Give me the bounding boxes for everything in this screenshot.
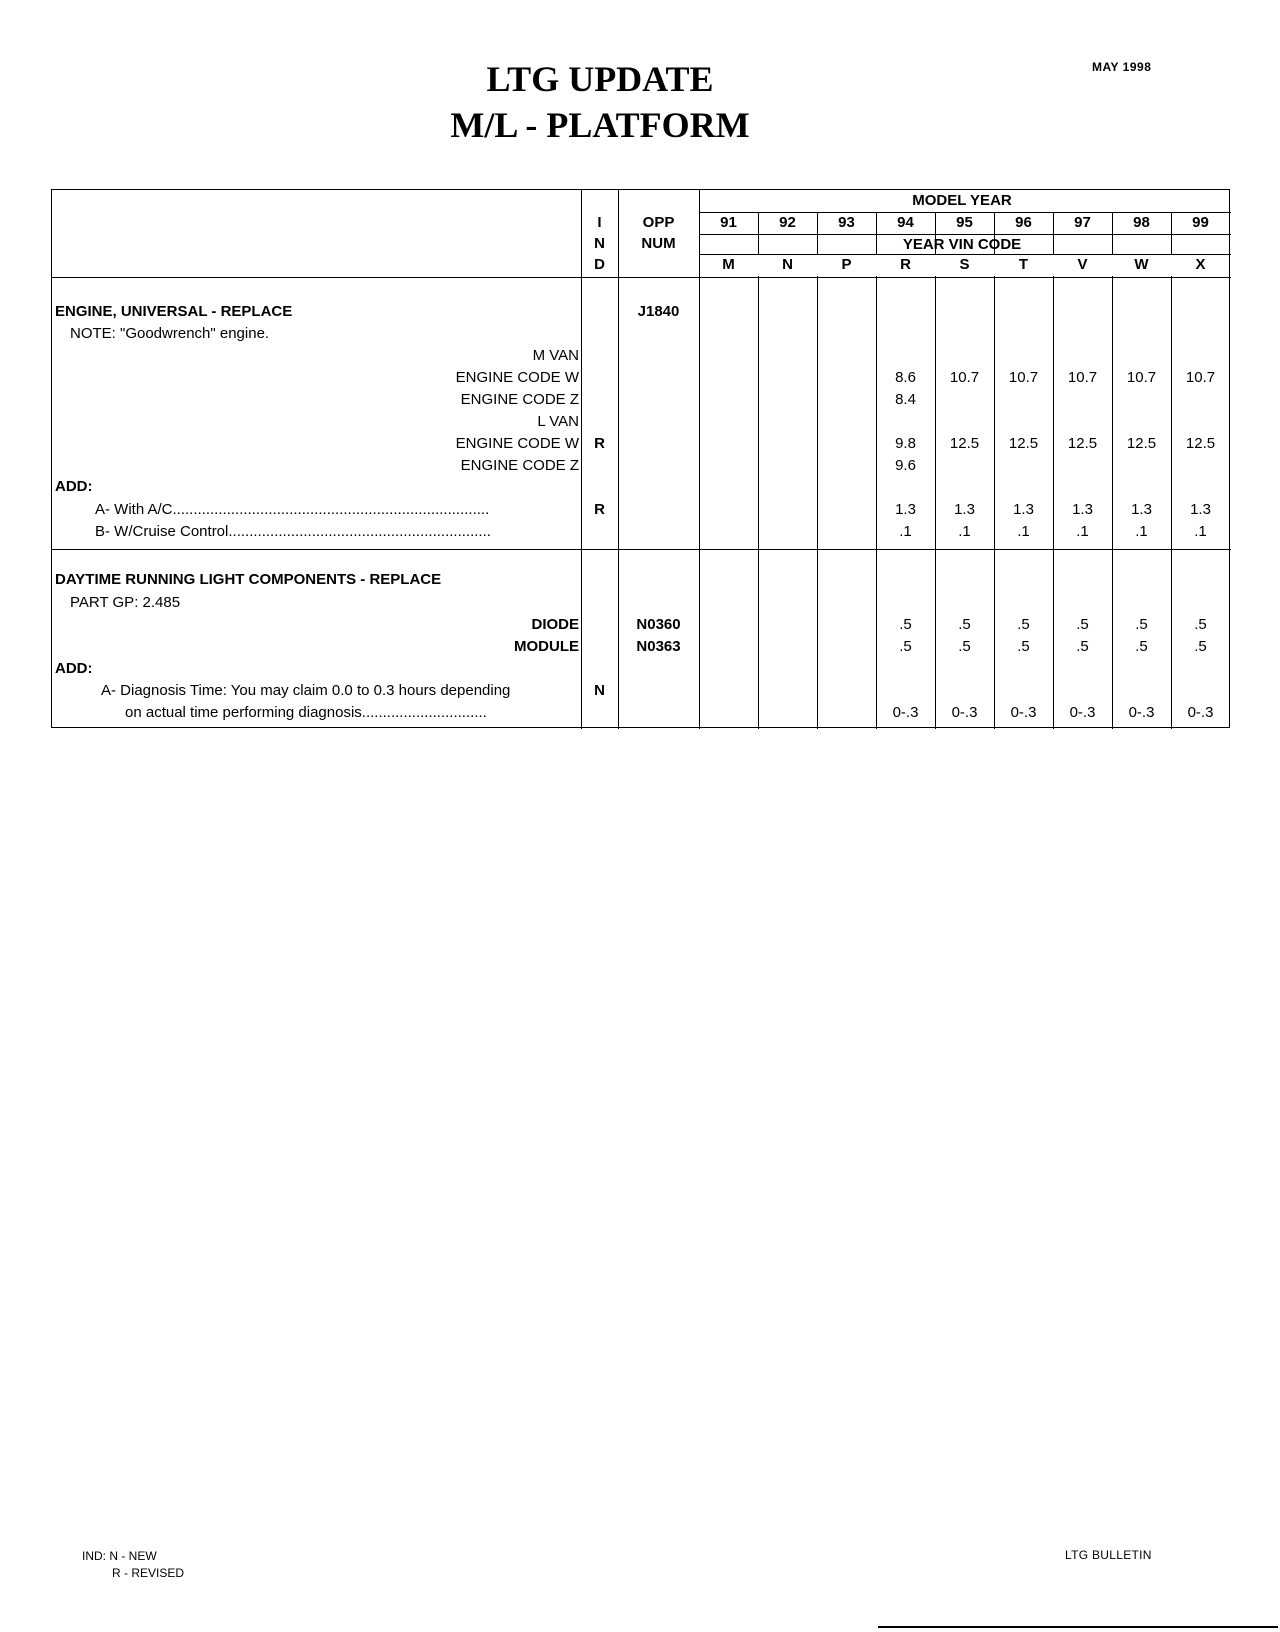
header-bottom-rule [52, 277, 1231, 278]
labor-time-cell: 12.5 [1008, 435, 1039, 452]
labor-time-cell: .5 [958, 638, 971, 655]
year-header-cell: 94 [897, 214, 914, 231]
diagnosis-note-line1: A- Diagnosis Time: You may claim 0.0 to 0.3 hours depending [101, 682, 511, 699]
labor-time-cell: 8.4 [895, 391, 916, 408]
vin-code-header-cell: W [1134, 256, 1149, 273]
opp-header-text: OPP [642, 214, 675, 231]
vin-code-header-cell: X [1195, 256, 1206, 273]
vin-code-header-cell: T [1018, 256, 1029, 273]
labor-time-cell: .5 [1135, 616, 1148, 633]
ind-marker: R [594, 501, 605, 518]
labor-time-cell: 10.7 [1008, 369, 1039, 386]
opp-number: J1840 [637, 303, 680, 320]
labor-time-cell: 12.5 [1067, 435, 1098, 452]
ind-column-divider [581, 190, 582, 729]
labor-time-cell: 0-.3 [1187, 704, 1214, 721]
ind-legend-new: IND: N - NEW [82, 1549, 157, 1563]
labor-time-cell: .5 [1017, 616, 1030, 633]
component-label: MODULE [514, 638, 579, 655]
engine-row-label: M VAN [532, 347, 579, 364]
labor-time-cell: 9.8 [895, 435, 916, 452]
labor-time-cell: .5 [1017, 638, 1030, 655]
vin-code-header-cell: V [1077, 256, 1088, 273]
vin-code-rule [699, 254, 1231, 255]
ind-marker: N [594, 682, 605, 699]
labor-time-cell: 1.3 [1072, 501, 1093, 518]
labor-time-cell: .1 [958, 523, 971, 540]
labor-time-cell: 12.5 [949, 435, 980, 452]
labor-time-cell: .1 [1135, 523, 1148, 540]
labor-time-cell: 12.5 [1126, 435, 1157, 452]
labor-time-cell: 8.6 [895, 369, 916, 386]
year-header-cell: 97 [1074, 214, 1091, 231]
ind-legend [82, 1548, 184, 1582]
section-note: NOTE: "Goodwrench" engine. [70, 325, 270, 342]
labor-time-cell: .5 [1194, 616, 1207, 633]
labor-time-cell: .5 [958, 616, 971, 633]
labor-time-cell: 10.7 [1126, 369, 1157, 386]
year-vin-rule [699, 234, 1231, 235]
bottom-rule [878, 1626, 1278, 1628]
year-col-divider-body [817, 276, 818, 729]
year-col-divider-header [1112, 212, 1113, 254]
section-title-engine: ENGINE, UNIVERSAL - REPLACE [55, 303, 293, 320]
labor-time-cell: 0-.3 [1010, 704, 1037, 721]
component-label: DIODE [531, 616, 579, 633]
vin-code-header-cell: P [841, 256, 852, 273]
year-vin-code-header: YEAR VIN CODE [902, 236, 1022, 253]
year-col-divider-header [1171, 212, 1172, 254]
year-header-cell: 91 [720, 214, 737, 231]
labor-time-cell: 0-.3 [1128, 704, 1155, 721]
labor-time-cell: 1.3 [1190, 501, 1211, 518]
labor-time-cell: 0-.3 [951, 704, 978, 721]
labor-time-cell: .5 [899, 638, 912, 655]
year-header-cell: 98 [1133, 214, 1150, 231]
opp-number: N0360 [636, 616, 681, 633]
labor-time-cell: 1.3 [895, 501, 916, 518]
labor-time-cell: .1 [1194, 523, 1207, 540]
section-title-drl: DAYTIME RUNNING LIGHT COMPONENTS - REPLACE [55, 571, 442, 588]
engine-row-label: ENGINE CODE W [455, 369, 579, 386]
years-column-divider [699, 190, 700, 729]
ind-header-letter: D [594, 256, 605, 273]
labor-time-cell: 10.7 [949, 369, 980, 386]
labor-time-cell: .1 [1017, 523, 1030, 540]
model-year-rule [699, 212, 1231, 213]
year-col-divider-header [758, 212, 759, 254]
page-title-line2: M/L - PLATFORM [450, 105, 750, 145]
labor-time-cell: 0-.3 [892, 704, 919, 721]
labor-time-table [51, 189, 1230, 728]
section-divider-rule [52, 549, 1231, 550]
year-header-cell: 93 [838, 214, 855, 231]
add-item-label: A- With A/C............................................................................ [95, 501, 490, 518]
labor-time-cell: .5 [899, 616, 912, 633]
opp-header-text: NUM [641, 235, 676, 252]
labor-time-cell: 1.3 [954, 501, 975, 518]
ind-marker: R [594, 435, 605, 452]
add-label: ADD: [55, 478, 93, 495]
engine-row-label: ENGINE CODE Z [460, 457, 579, 474]
labor-time-cell: .1 [1076, 523, 1089, 540]
opp-column-divider [618, 190, 619, 729]
labor-time-cell: .5 [1135, 638, 1148, 655]
ind-header-letter: N [594, 235, 605, 252]
labor-time-cell: 12.5 [1185, 435, 1216, 452]
labor-time-cell: 1.3 [1013, 501, 1034, 518]
ind-header-letter: I [597, 214, 602, 231]
vin-code-header-cell: M [722, 256, 735, 273]
vin-code-header-cell: S [959, 256, 970, 273]
opp-number: N0363 [636, 638, 681, 655]
labor-time-cell: .5 [1076, 616, 1089, 633]
add-item-label: B- W/Cruise Control............................................................... [95, 523, 491, 540]
diagnosis-note-line2: on actual time performing diagnosis.............................. [125, 704, 487, 721]
year-header-cell: 92 [779, 214, 796, 231]
vin-code-header-cell: N [782, 256, 793, 273]
labor-time-cell: 10.7 [1067, 369, 1098, 386]
year-col-divider-body [758, 276, 759, 729]
labor-time-cell: .5 [1076, 638, 1089, 655]
labor-time-cell: 0-.3 [1069, 704, 1096, 721]
engine-row-label: ENGINE CODE W [455, 435, 579, 452]
engine-row-label: L VAN [537, 413, 579, 430]
labor-time-cell: .1 [899, 523, 912, 540]
page-title-line1: LTG UPDATE [486, 59, 714, 99]
ind-legend-revised: R - REVISED [112, 1566, 185, 1580]
year-col-divider-header [817, 212, 818, 254]
labor-time-cell: .5 [1194, 638, 1207, 655]
add-label: ADD: [55, 660, 93, 677]
date-label: MAY 1998 [1092, 60, 1152, 74]
labor-time-cell: 1.3 [1131, 501, 1152, 518]
part-group: PART GP: 2.485 [70, 594, 181, 611]
year-header-cell: 96 [1015, 214, 1032, 231]
bulletin-label: LTG BULLETIN [1065, 1548, 1152, 1562]
vin-code-header-cell: R [900, 256, 911, 273]
labor-time-cell: 9.6 [895, 457, 916, 474]
engine-row-label: ENGINE CODE Z [460, 391, 579, 408]
year-header-cell: 99 [1192, 214, 1209, 231]
model-year-header: MODEL YEAR [912, 192, 1012, 209]
labor-time-cell: 10.7 [1185, 369, 1216, 386]
year-header-cell: 95 [956, 214, 973, 231]
